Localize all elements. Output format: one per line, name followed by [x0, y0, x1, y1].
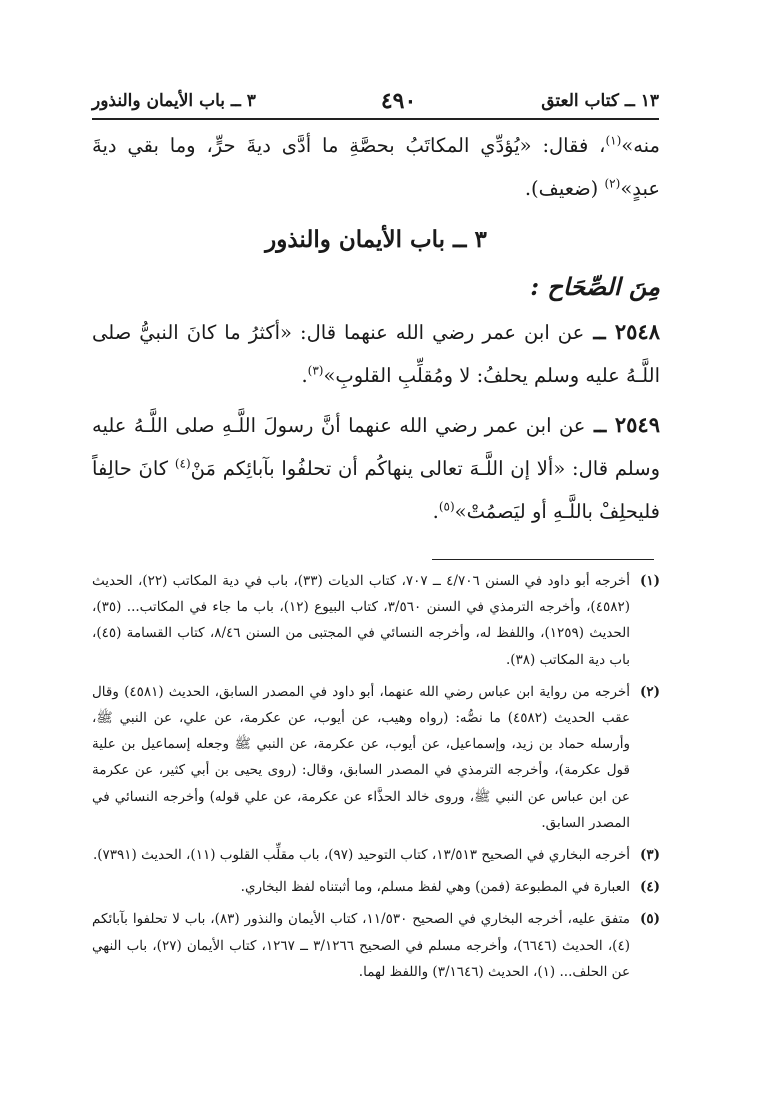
footnote-1: [92, 568, 660, 673]
footnote-2: [92, 679, 660, 836]
footnote-text: العبارة في المطبوعة (فمن) وهي لفظ مسلم، وما أثبتناه لفظ البخاري.: [240, 879, 630, 896]
hadith-end: .: [432, 500, 439, 523]
header-chapter-title: ١٣ ــ كتاب العتق: [541, 91, 659, 111]
footnote-rule: [432, 559, 654, 560]
footnote-number: (٥): [639, 911, 660, 928]
hadith-text-cont: كانَ حالِفاً فليحلِفْ باللَّـهِ أو ليَصمُتْ»: [92, 457, 660, 523]
footnote-4: [92, 874, 660, 900]
running-header: [92, 84, 659, 118]
footnote-ref-3: (٣): [307, 363, 324, 378]
footnote-ref-5: (٥): [438, 499, 455, 514]
header-rule: [92, 118, 659, 120]
footnote-text: أخرجه أبو داود في السنن ٤/٧٠٦ ــ ٧٠٧، كتاب الديات (٣٣)، باب في دية المكاتب (٢٢)، الحديث (٤٥٨٢)، وأخرجه الترمذي في السنن ٣/٥٦٠، كتاب البيوع (١٢)، باب ما جاء في المكاتب... (٣٥)، الحديث (١٢٥٩)، واللفظ له، وأخرجه النسائي في المجتبى من السنن ٨/٤٦، كتاب القسامة (٤٥)، باب دية المكاتب (٣٨).: [92, 573, 631, 668]
page-number: ٤٩٠: [380, 88, 417, 114]
footnote-number: (١): [639, 573, 660, 589]
hadith-2548: [92, 310, 660, 397]
hadith-number: ٢٥٤٨: [614, 319, 660, 344]
footnote-number: (٢): [639, 683, 660, 700]
intro-paragraph: [92, 124, 660, 210]
footnote-text: أخرجه من رواية ابن عباس رضي الله عنهما، أبو داود في المصدر السابق، الحديث (٤٥٨١) وقال عقب الحديث (٤٥٨٢) ما نصُّه: (رواه وهيب، عن أيوب، عن عكرمة، عن علي، عن النبي ﷺ، وأرسله حماد بن زيد، وإسماعيل، عن أيوب، عن عكرمة، عن النبي ﷺ وجعله إسماعيل بن علية قول عكرمة)، وأخرجه الترمذي في المصدر السابق، وقال: (روى يحيى بن أبي كثير، عن عكرمة عن ابن عباس عن النبي ﷺ، وروى خالد الحذَّاء عن عكرمة، عن علي قوله) وأخرجه النسائي في المصدر السابق.: [92, 683, 630, 831]
footnote-5: [92, 906, 660, 985]
hadith-end: .: [301, 364, 308, 387]
footnote-text: متفق عليه، أخرجه البخاري في الصحيح ١١/٥٣٠، كتاب الأيمان والنذور (٨٣)، باب لا تحلفوا بآبائكم (٤)، الحديث (٦٦٤٦)، وأخرجه مسلم في الصحيح ٣/١٢٦٦ ــ ١٢٦٧، كتاب الأيمان (٢٧)، باب النهي عن الحلف... (١)، الحديث (٣/١٦٤٦) واللفظ لهما.: [92, 911, 631, 980]
intro-text-quote: ، فقال: «يُؤدِّي المكاتَبُ بحصَّةِ ما أدَّى ديةَ حرٍّ، وما بقي ديةَ عبدٍ»: [92, 134, 660, 200]
footnote-text: أخرجه البخاري في الصحيح ١٣/٥١٣، كتاب التوحيد (٩٧)، باب مقلِّب القلوب (١١)، الحديث (٧٣٩١).: [92, 847, 630, 864]
footnote-ref-1: (١): [605, 133, 622, 148]
footnotes: [92, 568, 660, 991]
intro-grade: (ضعيف).: [524, 177, 605, 200]
hadith-number: ٢٥٤٩: [614, 412, 660, 437]
intro-text-start: منه»: [621, 134, 660, 157]
footnote-3: [92, 842, 660, 868]
hadith-dash: ــ: [585, 412, 615, 437]
hadith-2549: [92, 403, 660, 533]
footnote-number: (٣): [639, 847, 660, 864]
chapter-title: ٣ ــ باب الأيمان والنذور: [265, 226, 487, 253]
hadith-text: عن ابن عمر رضي الله عنهما قال: «أكثرُ ما كانَ النبيُّ صلى اللَّـهُ عليه وسلم يحلفُ: لا ومُقلِّبِ القلوبِ»: [92, 321, 660, 387]
header-section-title: ٣ ــ باب الأيمان والنذور: [92, 91, 256, 111]
hadith-dash: ــ: [584, 319, 615, 344]
hadith-text: عن ابن عمر رضي الله عنهما أنَّ رسولَ اللَّـهِ صلى اللَّـهُ عليه وسلم قال: «ألا إن اللَّـهَ تعالى ينهاكُم أن تحلفُوا بآبائِكم مَنْ: [92, 414, 661, 480]
section-label: مِنَ الصِّحَاح :: [530, 272, 660, 301]
footnote-ref-2: (٢): [604, 176, 621, 191]
footnote-number: (٤): [639, 879, 660, 896]
footnote-ref-4: (٤): [174, 456, 191, 471]
